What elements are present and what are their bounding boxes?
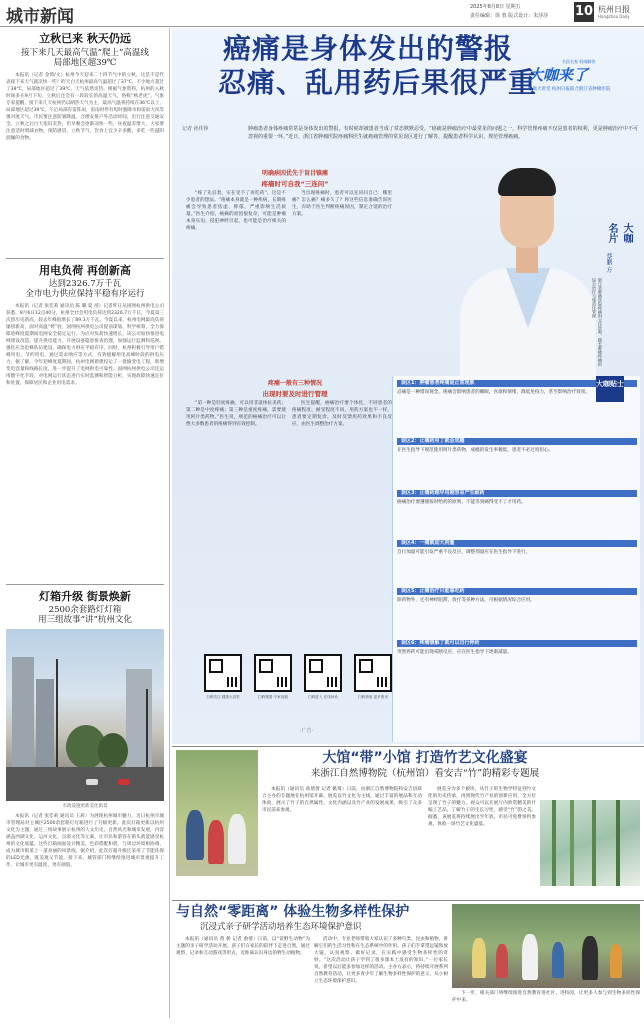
tips-label: 大咖贴士: [596, 376, 624, 402]
tip-body: 突然停药可能出现戒断反应，应在医生指导下逐渐减量。: [397, 650, 512, 655]
tip-item: [397, 640, 637, 656]
page-header: [0, 0, 644, 27]
left-news-column: [0, 28, 168, 1024]
article-body: 本报讯（记者 张佳莉 通讯员 陈 璐 夏 靖）记者昨日从国网杭州供电公司获悉，8月6日12点40分，杭州全社会用电负荷达到2326.7万千瓦，今夏第三次创历史新高，较去年峰值增长了89.3万千瓦。今夏以来，杭州电网最高负荷屡创新高，面对高温“烤”验，国网杭州供电公司提前谋划、科学统筹，全力保障迎峰度夏期间电网安全稳定运行。为应对负荷快速增长，该公司加快推进电网建设改造，提升供电能力，开展设备隐患排查治理，加强运行监测和巡视，强化应急抢修队伍建设，确保电力供应平稳有序。同时，杭州积极引导用户错峰用电、节约用电，通过需求响应等方式，有效缓解用电高峰时段的供电压力。据了解，今年迎峰度夏期间，杭州电网新建投运了一批输变电工程，新增变电容量和线路长度，进一步提升了电网供电可靠性。国网杭州供电公司还运用数字化手段，对电网运行状态进行实时监测和智能分析，实现故障快速定位和处置，保障居民和企业用电需求。: [6, 304, 164, 386]
divider: [6, 584, 164, 585]
article-subtitle: 沉浸式亲子研学活动培养生态环境保护意识: [200, 922, 362, 932]
tip-heading: 误区5：止痛治疗只能靠吃药: [397, 588, 637, 595]
subheading-small: 疼痛一般有三种情况: [267, 380, 322, 387]
tip-heading: 误区1：肿瘤患者疼痛是正常现象: [397, 380, 637, 387]
feature-body-col4: 医生提醒，癌痛治疗要个体化，不同患者的疼痛程度、耐受程度不同，用药方案也不一样。患者要定期复诊，及时反馈用药效果和不良反应，由医生调整治疗方案。: [292, 401, 392, 427]
qr-caption: 扫码进入 在线问诊: [308, 695, 338, 699]
section-label: 城市新闻: [6, 7, 74, 27]
subheading-large: 出现时要及时进行管理: [262, 390, 328, 398]
tip-item: [397, 490, 637, 506]
subheading-2: [185, 378, 405, 398]
article-subtitle: 接下来几天最高气温“爬上”高温线 局部地区超39℃: [21, 48, 149, 68]
newspaper-name: 杭州日报: [598, 5, 630, 14]
nature-activity-photo: [452, 904, 640, 988]
tip-body: 除药物外，还有神经阻滞、放疗等多种方法，可根据情况综合应用。: [397, 598, 535, 603]
feature-body-col1: “疼了先忍着，实在受不了再吃药”，这是不少患者的想法。“疼痛本身就是一种疾病，长期疼痛会导致患者焦虑、抑郁，严重影响生活质量。”医生介绍，癌痛的原因很复杂，可能是肿瘤本身压迫、侵犯神经引起，也可能是治疗相关的疼痛。: [186, 191, 286, 231]
logo-subtitle: 健康大讲堂 杭州日报联合浙江省肿瘤医院: [528, 87, 611, 92]
qr-code[interactable]: [254, 654, 292, 692]
feature-intro: 肿瘤患者身体疼痛常常是身体发出的警报，有时候却被患者当成了常态默默忍受。“癌痛是肿瘤治疗中最常见的问题之一，科学管理疼痛不仅是患者的权利，更是肿瘤治疗中不可忽视的重要一环。”近日，浙江省肿瘤医院疼痛科医生就癌痛管理的常见误区进行了解答，提醒患者科学认识、规范管理癌痛。: [248, 126, 638, 140]
reporter-byline: 记者 孙佳铮: [182, 126, 209, 132]
qr-caption: 扫码获取 更多资讯: [358, 695, 388, 699]
newspaper-english-name: Hangzhou Daily: [598, 14, 630, 19]
logo-tagline: 名医名家 权威解答: [562, 59, 596, 64]
tip-heading: 误区6：疼痛缓解了就可以自行停药: [397, 640, 637, 647]
article-lightbox: [6, 590, 164, 1024]
qr-caption: 扫码关注 健康大讲堂: [206, 695, 240, 699]
article-title: 用电负荷 再创新高: [39, 264, 131, 277]
page-number: 10: [574, 2, 594, 22]
namecard-description: 浙江省肿瘤医院疼痛科主任医师，擅长肿瘤疼痛的综合治疗与规范化管理: [592, 278, 603, 366]
article-body: 活动中，专业老师带领大家认识了多种鸟类、昆虫和植物，讲解它们的生活习性和在生态系统中的作用。孩子们手拿望远镜和放大镜，认真观察、做好记录，在实践中感受生物多样性的奇妙。“这次活动让孩子学到了很多课本上没有的知识。”一位家长说，希望以后能多参加这样的活动。主办方表示，将持续开展系列自然教育活动，让更多青少年了解生物多样性保护的意义，从小树立生态环境保护意识。: [314, 937, 448, 984]
tip-item: [397, 438, 637, 454]
namecard-title: 大咖名片: [606, 223, 632, 243]
tip-item: [397, 540, 637, 556]
article-title: 立秋已来 秋天仍远: [39, 32, 131, 45]
article-body: 展览分为多个板块，从竹子的生物学特征到竹文化的历史传承，再到现代竹产业的创新应用，全方位呈现了竹子的魅力。观众可以在展厅内欣赏精美的竹编工艺品，了解竹子的生长习性，感受“竹”韵之美。据悉，该展览将持续展出至年底，市民可免费预约参观，体验一场竹艺文化盛宴。: [428, 787, 536, 827]
tip-heading: 误区3：止痛药越早用越容易产生耐药: [397, 490, 637, 497]
qr-code-row: [200, 654, 400, 710]
article-body: 本报讯（通讯员 高倩倩 记者 姚琦）日前，由浙江自然博物院和安吉县联合主办的专题展在杭州馆开幕。展览以竹文化为主线，通过丰富的展品和互动体验，展示了竹子的自然属性、文化内涵以及竹产业的发展成果，吸引了众多市民前来参观。: [262, 787, 422, 813]
street-photo: [6, 629, 164, 801]
feature-body-col2: 当出现疼痛时，患者可以先问问自己：哪里痛？怎么痛？痛多久了？将这些信息准确告诉医生，有助于医生判断疼痛原因，制定合适的治疗方案。: [292, 191, 392, 217]
article-body: 下一步，相关部门将继续推进自然教育进社区、进校园，让更多人参与到生物多样性保护中来。: [452, 991, 640, 1003]
tip-body: 自行加量可能引发严重不良反应，调整剂量应在医生指导下进行。: [397, 550, 531, 555]
article-autumn: [6, 32, 164, 270]
qr-code[interactable]: [354, 654, 392, 692]
bamboo-exhibit-photo: [540, 800, 640, 886]
qr-code[interactable]: [204, 654, 242, 692]
article-body: 本报讯（记者 张佳莉 通讯员 王莉）为展现杭州城市魅力，近日杭州市城市管理局对主城区2500余套路灯灯箱进行了升级更新。此次灯箱更新以杭州文化为主题，通过三组故事展示杭州的人文历史、自然风光和城市发展，内容涵盖西湖文化、运河文化、良渚文化等元素，让市民和游客在街头就能感受杭州的文化底蕴。这些灯箱画面设计精美，色彩搭配和谐，与周边环境相协调，成为城市街道上一道亮丽的风景线。据介绍，此次灯箱升级还采用了节能环保的LED光源，既美观又节能。接下来，城管部门将继续推进城市景观提升工作，让城市更有温度、更有颜值。: [6, 814, 164, 868]
issue-date: 2025年8月8日 星期五: [470, 4, 521, 10]
tip-item: [397, 588, 637, 604]
qr-caption: 扫码观看 专家视频: [258, 695, 288, 699]
tips-panel: [392, 376, 640, 742]
logo-text: 大咖来了: [528, 66, 589, 84]
divider: [172, 900, 644, 901]
feature-title-line2: 忍痛、乱用药后果很严重: [218, 66, 538, 99]
museum-photo: [176, 750, 258, 876]
tip-heading: 误区2：止痛药用了就会成瘾: [397, 438, 637, 445]
subheading-large: 疼痛时可自我“三连问”: [261, 180, 329, 188]
subheading-small: 明确病因优先于盲目镇痛: [261, 170, 328, 177]
divider: [6, 258, 164, 259]
tip-body: 癌痛治疗要遵循按时给药的原则，不能等到痛得受不了才用药。: [397, 500, 526, 505]
article-title: 大馆“带”小馆 打造竹艺文化盛宴: [322, 750, 528, 766]
divider: [172, 746, 644, 747]
article-subtitle: 达到2326.7万千瓦 全市电力供应保持平稳有序运行: [25, 279, 145, 299]
feature-title-line1: 癌痛是身体发出的警报: [222, 32, 513, 65]
article-power-load: [6, 264, 164, 591]
photo-caption: 市政设施更新美化街景: [62, 804, 108, 809]
article-subtitle: 2500余套路灯灯箱 用三组故事“讲”杭州文化: [38, 605, 132, 625]
column-logo: [522, 58, 626, 98]
subheading-1: [185, 168, 405, 188]
editor-credits: 责任编辑：徐 蓉 版式设计：朱莎莎: [470, 13, 549, 19]
article-title: 灯箱升级 街景焕新: [39, 590, 131, 603]
expert-namecard: [604, 223, 640, 281]
namecard-name: 蔡鹏 方: [605, 253, 612, 273]
article-body: 本报讯（通讯员 黄 桥 记者 俞倩）日前，以“读野生动物”为主题的亲子研学活动开展。孩子们在家长的陪伴下走进自然，通过观察、记录和互动游戏等形式，近距离认识身边的野生动植物。: [176, 937, 310, 956]
tip-body: 忍痛是一种错误观念，疼痛会影响患者的睡眠、食欲和情绪，降低免疫力，甚至影响治疗效果。: [397, 390, 590, 395]
ad-tag: ·广告·: [300, 728, 314, 734]
article-body: 本报讯（记者 金倚/文）杭州今天迎来二十四节气中的立秋，这是不是代表接下来天气就凉快一些？昨天白天杭州最高气温超过了37℃，不少地方超过了38℃，局部地区超过了39℃，天气依然炎热。根据气象资料，杭州的入秋时间多在9月下旬，立秋后还会有一段较长的高温天气，俗称“秋老虎”。气象专家提醒，接下来几天杭州仍以晴热天气为主，最高气温将持续在36℃以上，局部地区超过39℃，午后局部有雷阵雨，雷雨时伴有短时强降水和雷雨大风等强对流天气。市民要注意防暑降温，合理安排户外活动时间，出行注意交通安全。立秋之后白天依旧炎热，但早晚会逐渐凉快一些，昼夜温差增大，大家要注意适时增减衣物，预防感冒。立秋节气，饮食上宜少辛多酸，多吃一些滋阴润燥的食物。: [6, 73, 164, 141]
qr-code[interactable]: [304, 654, 342, 692]
article-title: 与自然“零距离” 体验生物多样性保护: [176, 904, 410, 920]
tip-body: 在医生指导下规范使用阿片类药物，成瘾的发生率极低，患者不必过度担心。: [397, 448, 554, 453]
tip-heading: 误区4：一痛就加大剂量: [397, 540, 637, 547]
article-subtitle: 来浙江自然博物院（杭州馆）看安吉“竹”韵精彩专题展: [310, 768, 540, 779]
feature-body-col3: “第一种是轻度疼痛，可以用非甾体抗炎药；第二种是中度疼痛；第三种是重度疼痛，需要使用阿片类药物。”医生说，规范的癌痛治疗可以让绝大多数患者的疼痛得到有效控制。: [186, 401, 286, 427]
column-rule: [169, 28, 170, 1018]
